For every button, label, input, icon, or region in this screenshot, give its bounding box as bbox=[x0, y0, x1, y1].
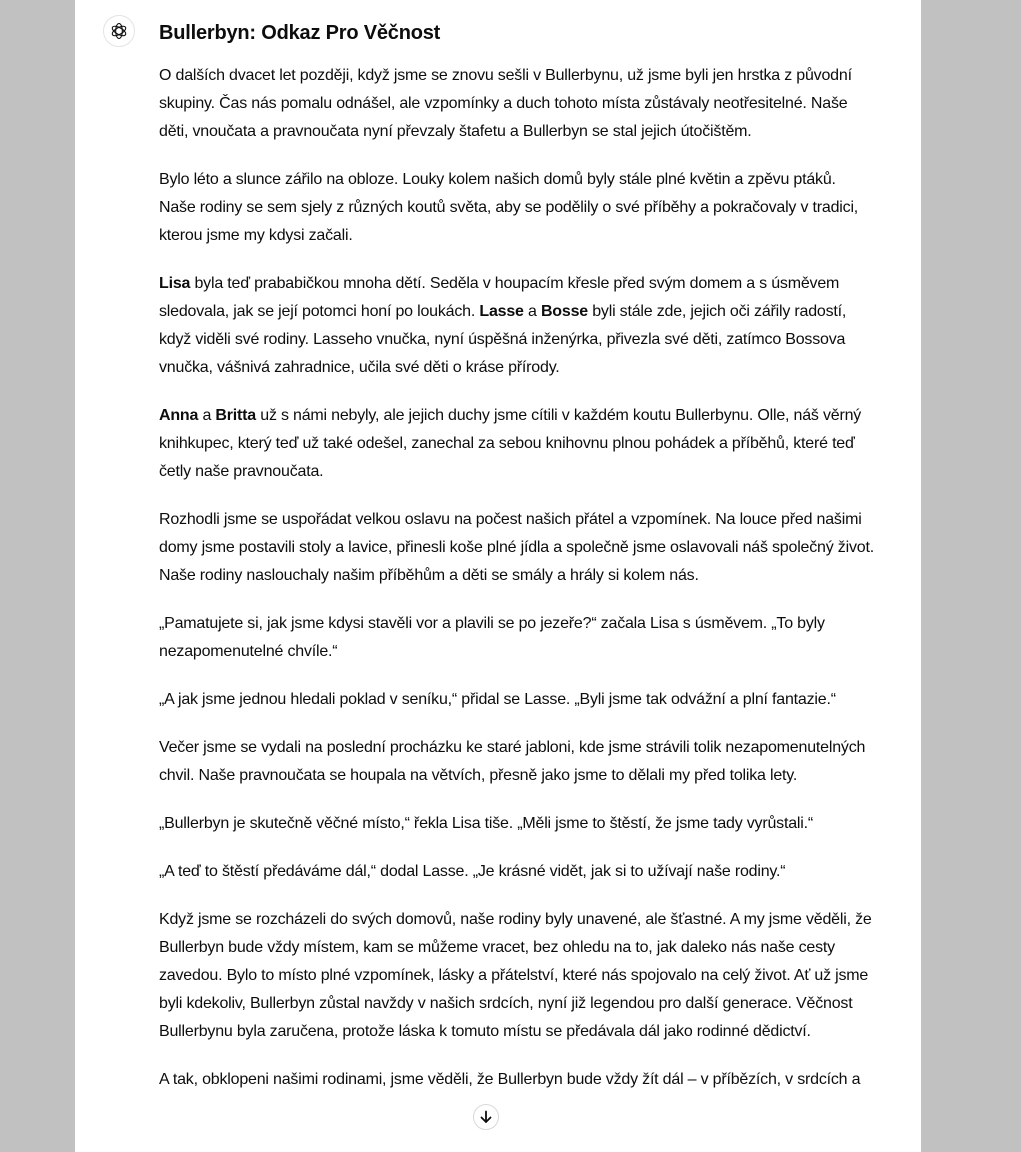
assistant-message bbox=[159, 18, 875, 1094]
paragraph-12: A tak, obklopeni našimi rodinami, jsme věděli, že Bullerbyn bude vždy žít dál – v příbězích, v srdcích a bbox=[159, 1071, 861, 1088]
assistant-avatar bbox=[103, 15, 135, 47]
name-britta: Britta bbox=[215, 407, 256, 424]
openai-logo-icon bbox=[109, 21, 129, 41]
paragraph-4-text-1: a bbox=[198, 407, 216, 424]
name-anna: Anna bbox=[159, 407, 199, 424]
name-lisa: Lisa bbox=[159, 275, 191, 292]
paragraph-5: Rozhodli jsme se uspořádat velkou oslavu na počest našich přátel a vzpomínek. Na louce před našimi domy jsme postavili stoly a lavice, přinesli koše plné jídla a společně jsme oslavovali náš společný život. Naše rodiny naslouchaly našim příběhům a děti se smály a hrály si kolem nás. bbox=[159, 511, 874, 584]
paragraph-3-text-1: byla teď prababičkou mnoha dětí. Seděla v houpacím křesle před svým domem a s úsměvem sledovala, jak se její potomci honí po loukách. bbox=[159, 275, 840, 320]
paragraph-3-text-2: a bbox=[523, 303, 541, 320]
paragraph-4 bbox=[159, 402, 875, 486]
paragraph-7: „A jak jsme jednou hledali poklad v seníku,“ přidal se Lasse. „Byli jsme tak odvážní a plní fantazie.“ bbox=[159, 691, 836, 708]
name-bosse: Bosse bbox=[540, 303, 588, 320]
paragraph-1: O dalších dvacet let později, když jsme se znovu sešli v Bullerbynu, už jsme byli jen hrstka z původní skupiny. Čas nás pomalu odnášel, ale vzpomínky a duch tohoto místa zůstávaly neotřesitelné. Naše děti, vnoučata a pravnoučata nyní převzaly štafetu a Bullerbyn se stal jejich útočištěm. bbox=[159, 67, 852, 140]
chat-page bbox=[75, 0, 921, 1152]
paragraph-9: „Bullerbyn je skutečně věčné místo,“ řekla Lisa tiše. „Měli jsme to štěstí, že jsme tady vyrůstali.“ bbox=[159, 815, 814, 832]
paragraph-3-text-3: byli stále zde, jejich oči zářily radostí, když viděli své rodiny. Lasseho vnučka, nyní úspěšná inženýrka, přivezla své děti, zatímco Bossova vnučka, vášnivá zahradnice, učila své děti o kráse přírody. bbox=[159, 303, 847, 376]
scroll-to-bottom-button[interactable] bbox=[473, 1104, 499, 1130]
arrow-down-icon bbox=[478, 1109, 494, 1125]
paragraph-8: Večer jsme se vydali na poslední procházku ke staré jabloni, kde jsme strávili tolik nezapomenutelných chvil. Naše pravnoučata se houpala na větvích, přesně jako jsme to dělali my před tolika lety. bbox=[159, 739, 866, 784]
name-lasse: Lasse bbox=[479, 303, 524, 320]
paragraph-4-text-2: už s námi nebyly, ale jejich duchy jsme cítili v každém koutu Bullerbynu. Olle, náš věrný knihkupec, který teď už také odešel, zanechal za sebou knihovnu plnou pohádek a příběhů, které teď četly naše pravnoučata. bbox=[159, 407, 862, 480]
paragraph-11: Když jsme se rozcházeli do svých domovů, naše rodiny byly unavené, ale šťastné. A my jsme věděli, že Bullerbyn bude vždy místem, kam se můžeme vracet, bez ohledu na to, jak daleko nás naše cesty zavedou. Bylo to místo plné vzpomínek, lásky a přátelství, které nás spojovalo na celý život. Ať už jsme byli kdekoliv, Bullerbyn zůstal navždy v našich srdcích, nyní již legendou pro další generace. Věčnost Bullerbynu byla zaručena, protože láska k tomuto místu se předávala dál jako rodinné dědictví. bbox=[159, 911, 872, 1040]
paragraph-6: „Pamatujete si, jak jsme kdysi stavěli vor a plavili se po jezeře?“ začala Lisa s úsměvem. „To byly nezapomenutelné chvíle.“ bbox=[159, 615, 825, 660]
paragraph-3 bbox=[159, 270, 875, 382]
paragraph-10: „A teď to štěstí předáváme dál,“ dodal Lasse. „Je krásné vidět, jak si to užívají naše rodiny.“ bbox=[159, 863, 786, 880]
message-title: Bullerbyn: Odkaz Pro Věčnost bbox=[159, 22, 441, 44]
paragraph-2: Bylo léto a slunce zářilo na obloze. Louky kolem našich domů byly stále plné květin a zpěvu ptáků. Naše rodiny se sem sjely z různých koutů světa, aby se podělily o své příběhy a pokračovaly v tradici, kterou jsme my kdysi začali. bbox=[159, 171, 859, 244]
